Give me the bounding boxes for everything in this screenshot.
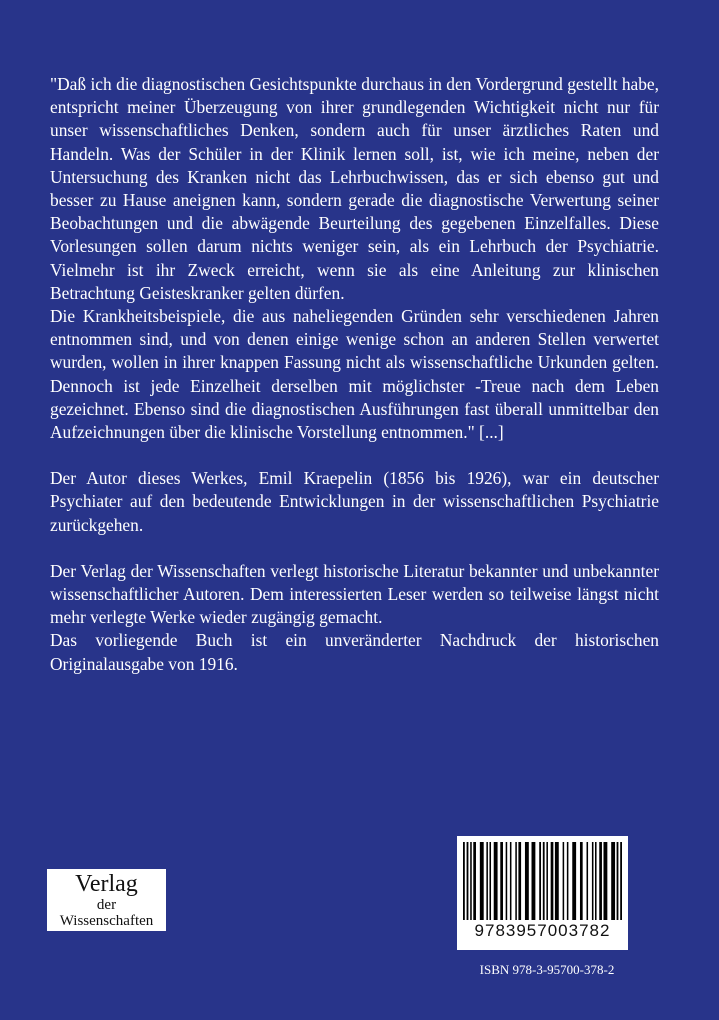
barcode-bar — [603, 842, 607, 920]
back-cover-text — [50, 73, 659, 676]
logo-der: der — [96, 897, 117, 913]
barcode-bar — [543, 842, 545, 920]
barcode-bar — [470, 842, 472, 920]
barcode-bar — [489, 842, 491, 920]
barcode-bar — [532, 842, 536, 920]
publisher-paragraph-2: Das vorliegende Buch ist ein unveränderter Nachdruck der historischen Originalausgabe von 1916. — [50, 630, 659, 674]
barcode-bar — [494, 842, 498, 920]
barcode-bar — [515, 842, 517, 920]
barcode-bar — [506, 842, 508, 920]
barcode-bar — [500, 842, 503, 920]
barcode-bar — [510, 842, 512, 920]
barcode-bar — [592, 842, 594, 920]
barcode-bar — [463, 842, 465, 920]
isbn-label: ISBN 978-3-95700-378-2 — [479, 962, 615, 977]
barcode-bar — [563, 842, 565, 920]
author-paragraph: Der Autor dieses Werkes, Emil Kraepelin (1856 bis 1926), war ein deutscher Psychiater auf den bedeutende Entwicklungen in der wissenschaftlichen Psychiatrie zurückgehen. — [50, 468, 659, 535]
barcode-bars — [463, 842, 622, 920]
barcode-number: 9783957003782 — [474, 921, 611, 940]
barcode — [457, 836, 628, 950]
quote-paragraph-2: Die Krankheitsbeispiele, die aus naheliegenden Gründen sehr verschiedenen Jahren entnommen sind, und von denen einige wenige schon an anderen Stellen verwertet wurden, wollen in ihrer knappen Fassung nicht als wissenschaftliche Urkunden gelten. Dennoch ist jede Einzelheit derselben mit möglichster -Treue nach dem Leben gezeichnet. Ebenso sind die diagnostischen Ausführungen fast überall unmittelbar den Aufzeichnungen über die klinische Vorstellung entnommen." [...] — [50, 306, 659, 443]
barcode-bar — [567, 842, 569, 920]
barcode-bar — [620, 842, 622, 920]
barcode-bar — [480, 842, 484, 920]
barcode-bar — [572, 842, 576, 920]
barcode-bar — [599, 842, 602, 920]
barcode-bar — [539, 842, 541, 920]
publisher-logo — [47, 869, 166, 931]
barcode-bar — [546, 842, 548, 920]
barcode-bar — [486, 842, 488, 920]
barcode-bar — [555, 842, 559, 920]
barcode-bar — [518, 842, 521, 920]
barcode-bar — [611, 842, 615, 920]
barcode-bar — [595, 842, 597, 920]
barcode-bar — [587, 842, 589, 920]
barcode-bar — [617, 842, 619, 920]
barcode-bar — [580, 842, 583, 920]
logo-verlag: Verlag — [75, 871, 138, 897]
publisher-paragraph-1: Der Verlag der Wissenschaften verlegt historische Literatur bekannter und unbekannter wissenschaftlicher Autoren. Dem interessierten Leser werden so teilweise längst nicht mehr verlegte Werke wieder zugängig gemacht. — [50, 560, 659, 628]
barcode-bar — [467, 842, 469, 920]
barcode-bar — [473, 842, 476, 920]
quote-paragraph-1: "Daß ich die diagnostischen Gesichtspunkte durchaus in den Vordergrund gestellt habe, entspricht meiner Überzeugung von ihrer grundlegenden Wichtigkeit nicht nur für unser wissenschaftliches Denken, sondern auch für unser ärztliches Raten und Handeln. Was der Schüler in der Klinik lernen soll, ist, wie ich meine, neben der Untersuchung des Kranken nicht das Lehrbuchwissen, das er sich ebenso gut und besser zu Hause aneignen kann, sondern gerade die diagnostische Verwertung seiner Beobachtungen und die abwägende Beurteilung des gegebenen Einzelfalles. Diese Vorlesungen sollen darum nichts weniger sein, als ein Lehrbuch der Psychiatrie. Vielmehr ist ihr Zweck erreicht, wenn sie als eine Anleitung zur klinischen Betrachtung Geisteskranker gelten dürfen. — [50, 74, 659, 303]
barcode-bar — [551, 842, 554, 920]
logo-wissenschaften: Wissenschaften — [59, 913, 154, 929]
barcode-bar — [525, 842, 529, 920]
